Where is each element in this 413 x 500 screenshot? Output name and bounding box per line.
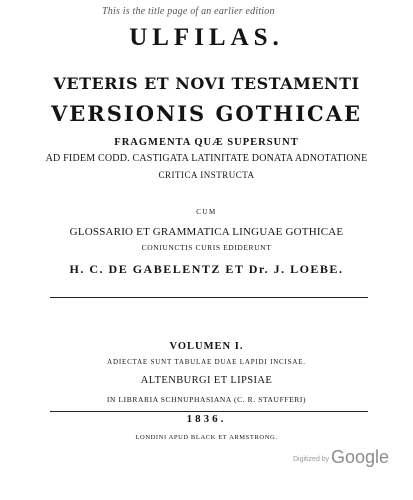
cum-line: CUM [196,208,217,216]
google-logo: Google [331,447,390,467]
subtitle-line-1: VETERIS ET NOVI TESTAMENTI [53,74,360,93]
glossario-line: GLOSSARIO ET GRAMMATICA LINGUAE GOTHICAE [69,226,344,238]
londini-line: LONDINI APUD BLACK ET ARMSTRONG. [135,434,278,441]
authors-line: H. C. DE GABELENTZ ET Dr. J. LOEBE. [69,262,344,276]
publisher-line: IN LIBRARIA SCHNUPHASIANA (C. R. STAUFFERI) [106,395,307,404]
digitized-by-label: Digitized by [293,456,330,463]
fragmenta-line: FRAGMENTA QUÆ SUPERSUNT [114,137,299,148]
critica-line: CRITICA INSTRUCTA [158,170,255,180]
ad-fidem-line: AD FIDEM CODD. CASTIGATA LATINITATE DONATA ADNOTATIONE [45,153,368,164]
adiectae-line: ADIECTAE SUNT TABULAE DUAE LAPIDI INCISAE. [107,358,306,366]
year-line: 1836. [186,413,227,425]
subtitle-line-2: VERSIONIS GOTHICAE [50,101,363,126]
divider-rule-bottom [50,411,368,412]
volume-line: VOLUMEN I. [169,341,244,352]
place-line: ALTENBURGI ET LIPSIAE [140,375,273,386]
book-title: ULFILAS. [129,24,284,51]
coniunctis-line: CONIUNCTIS CURIS EDIDERUNT [141,243,272,252]
handwritten-annotation: This is the title page of an earlier edition [102,6,275,17]
divider-rule-top [50,297,368,298]
